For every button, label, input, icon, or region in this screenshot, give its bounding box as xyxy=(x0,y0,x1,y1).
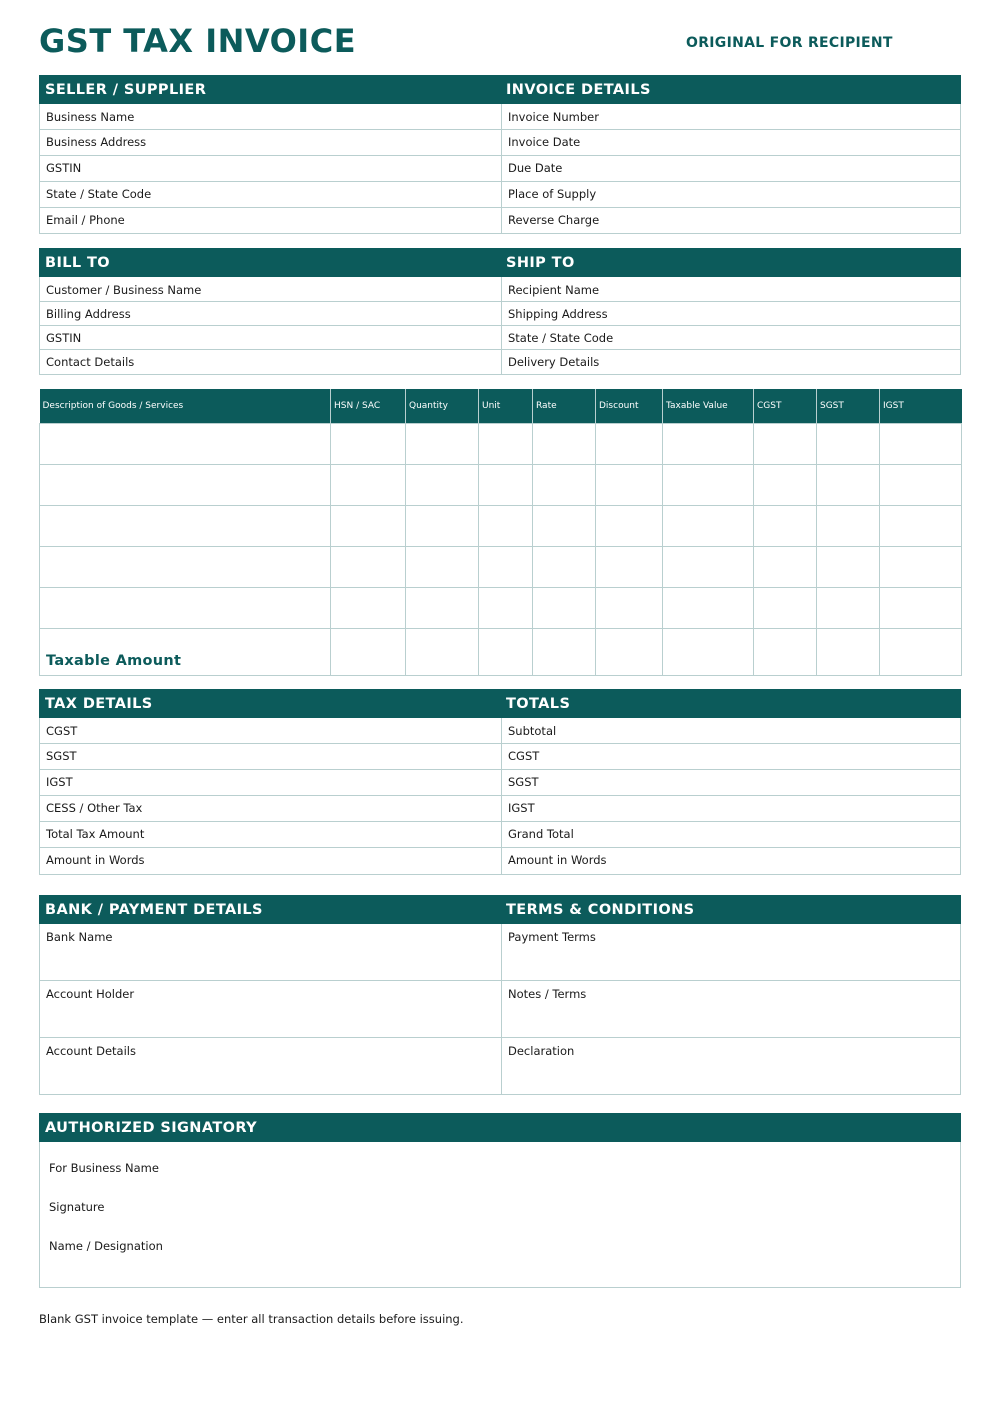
field-tax-cgst[interactable]: CGST xyxy=(46,724,78,738)
table-cell[interactable] xyxy=(817,424,880,465)
table-cell[interactable] xyxy=(663,465,754,506)
table-cell[interactable] xyxy=(754,629,817,676)
table-cell[interactable] xyxy=(880,588,962,629)
section-header xyxy=(39,248,961,277)
items-body xyxy=(40,424,962,629)
field-business-name[interactable]: Business Name xyxy=(46,110,135,124)
field-billing-address[interactable]: Billing Address xyxy=(46,307,131,321)
bill-ship-section xyxy=(39,248,961,375)
footnote: Blank GST invoice template — enter all transaction details before issuing. xyxy=(39,1312,464,1326)
field-total-igst[interactable]: IGST xyxy=(501,796,962,821)
field-due-date[interactable]: Due Date xyxy=(501,156,962,181)
field-invoice-number[interactable]: Invoice Number xyxy=(501,104,962,129)
field-tax-amount-words[interactable]: Amount in Words xyxy=(46,853,145,867)
col-taxable-value-header: Taxable Value xyxy=(663,389,754,424)
totals-heading: TOTALS xyxy=(506,696,571,712)
taxable-amount-row xyxy=(40,629,962,676)
field-signature[interactable]: Signature xyxy=(49,1200,105,1214)
tax-totals-grid xyxy=(39,718,961,875)
field-tax-sgst[interactable]: SGST xyxy=(46,749,77,763)
table-cell[interactable] xyxy=(40,506,331,547)
table-cell[interactable] xyxy=(331,629,406,676)
section-header xyxy=(39,1113,961,1142)
col-description-header: Description of Goods / Services xyxy=(40,389,331,424)
field-customer-name[interactable]: Customer / Business Name xyxy=(46,283,202,297)
field-invoice-date[interactable]: Invoice Date xyxy=(501,130,962,155)
table-cell[interactable] xyxy=(880,629,962,676)
field-row xyxy=(40,743,960,769)
field-ship-state[interactable]: State / State Code xyxy=(501,326,962,349)
field-grand-total[interactable]: Grand Total xyxy=(501,822,962,847)
table-cell[interactable] xyxy=(596,465,663,506)
table-cell[interactable] xyxy=(479,465,533,506)
field-row xyxy=(40,847,960,874)
table-cell[interactable] xyxy=(880,506,962,547)
field-row xyxy=(40,718,960,743)
table-cell[interactable] xyxy=(406,588,479,629)
field-bank-name[interactable]: Bank Name xyxy=(46,930,113,944)
taxable-amount-label: Taxable Amount xyxy=(40,629,331,676)
table-cell[interactable] xyxy=(663,629,754,676)
field-seller-gstin[interactable]: GSTIN xyxy=(46,161,82,175)
item-row xyxy=(40,465,962,506)
table-cell[interactable] xyxy=(596,506,663,547)
seller-heading: SELLER / SUPPLIER xyxy=(45,82,207,98)
section-header xyxy=(39,689,961,718)
item-row xyxy=(40,588,962,629)
field-subtotal[interactable]: Subtotal xyxy=(501,718,962,743)
table-cell[interactable] xyxy=(406,629,479,676)
table-cell[interactable] xyxy=(880,424,962,465)
col-hsn-sac-header: HSN / SAC xyxy=(331,389,406,424)
table-cell[interactable] xyxy=(663,547,754,588)
table-cell[interactable] xyxy=(596,424,663,465)
table-cell[interactable] xyxy=(406,424,479,465)
table-cell[interactable] xyxy=(754,547,817,588)
field-reverse-charge[interactable]: Reverse Charge xyxy=(501,208,962,233)
field-row xyxy=(40,155,960,181)
section-header xyxy=(39,75,961,104)
table-cell[interactable] xyxy=(533,424,596,465)
field-recipient-name[interactable]: Recipient Name xyxy=(501,277,962,301)
col-rate-header: Rate xyxy=(533,389,596,424)
table-cell[interactable] xyxy=(331,424,406,465)
seller-invoice-section xyxy=(39,75,961,234)
signatory-body xyxy=(39,1142,961,1288)
tax-totals-section xyxy=(39,689,961,875)
field-total-amount-words[interactable]: Amount in Words xyxy=(501,848,962,874)
table-cell[interactable] xyxy=(817,465,880,506)
field-business-address[interactable]: Business Address xyxy=(46,135,147,149)
table-cell[interactable] xyxy=(533,629,596,676)
field-row xyxy=(40,129,960,155)
field-delivery-details[interactable]: Delivery Details xyxy=(501,350,962,374)
table-cell[interactable] xyxy=(406,506,479,547)
table-cell[interactable] xyxy=(331,547,406,588)
table-cell[interactable] xyxy=(479,506,533,547)
table-cell[interactable] xyxy=(40,547,331,588)
field-account-details[interactable]: Account Details xyxy=(46,1044,136,1058)
table-cell[interactable] xyxy=(406,465,479,506)
table-cell[interactable] xyxy=(479,424,533,465)
invoice-details-heading: INVOICE DETAILS xyxy=(506,82,651,98)
table-cell[interactable] xyxy=(754,465,817,506)
table-cell[interactable] xyxy=(596,588,663,629)
tax-details-heading: TAX DETAILS xyxy=(45,696,153,712)
item-row xyxy=(40,506,962,547)
items-table xyxy=(39,389,962,676)
field-name-designation[interactable]: Name / Designation xyxy=(49,1239,163,1253)
table-cell[interactable] xyxy=(754,506,817,547)
table-cell[interactable] xyxy=(533,588,596,629)
field-row xyxy=(40,181,960,207)
table-cell[interactable] xyxy=(406,547,479,588)
table-cell[interactable] xyxy=(880,465,962,506)
table-cell[interactable] xyxy=(596,629,663,676)
table-cell[interactable] xyxy=(479,588,533,629)
bill-ship-grid xyxy=(39,277,961,375)
table-cell[interactable] xyxy=(880,547,962,588)
page-title: GST TAX INVOICE xyxy=(39,22,357,60)
seller-invoice-grid xyxy=(39,104,961,234)
table-cell[interactable] xyxy=(40,588,331,629)
bill-to-heading: BILL TO xyxy=(45,255,110,271)
table-cell[interactable] xyxy=(663,588,754,629)
col-unit-header: Unit xyxy=(479,389,533,424)
col-cgst-header: CGST xyxy=(754,389,817,424)
field-payment-terms[interactable]: Payment Terms xyxy=(501,924,962,980)
field-place-of-supply[interactable]: Place of Supply xyxy=(501,182,962,207)
copy-label: ORIGINAL FOR RECIPIENT xyxy=(686,35,893,51)
field-cess-other-tax[interactable]: CESS / Other Tax xyxy=(46,801,143,815)
field-row xyxy=(40,349,960,374)
field-row xyxy=(40,301,960,325)
field-row xyxy=(40,207,960,233)
table-cell[interactable] xyxy=(479,629,533,676)
table-cell[interactable] xyxy=(533,506,596,547)
col-sgst-header: SGST xyxy=(817,389,880,424)
field-total-sgst[interactable]: SGST xyxy=(501,770,962,795)
field-row xyxy=(40,795,960,821)
ship-to-heading: SHIP TO xyxy=(506,255,575,271)
field-row xyxy=(40,821,960,847)
terms-conditions-heading: TERMS & CONDITIONS xyxy=(506,902,695,918)
field-row xyxy=(40,980,960,1037)
table-cell[interactable] xyxy=(754,424,817,465)
field-row xyxy=(40,277,960,301)
signatory-heading: AUTHORIZED SIGNATORY xyxy=(45,1120,258,1136)
bank-terms-section xyxy=(39,895,961,1095)
table-cell[interactable] xyxy=(533,547,596,588)
table-cell[interactable] xyxy=(479,547,533,588)
field-account-holder[interactable]: Account Holder xyxy=(46,987,135,1001)
field-notes-terms[interactable]: Notes / Terms xyxy=(501,981,962,1037)
section-header xyxy=(39,895,961,924)
table-cell[interactable] xyxy=(817,506,880,547)
field-total-tax-amount[interactable]: Total Tax Amount xyxy=(46,827,145,841)
table-cell[interactable] xyxy=(40,465,331,506)
field-email-phone[interactable]: Email / Phone xyxy=(46,213,125,227)
field-declaration[interactable]: Declaration xyxy=(501,1038,962,1094)
table-cell[interactable] xyxy=(817,588,880,629)
table-cell[interactable] xyxy=(817,629,880,676)
item-row xyxy=(40,547,962,588)
field-seller-state[interactable]: State / State Code xyxy=(46,187,152,201)
field-tax-igst[interactable]: IGST xyxy=(46,775,73,789)
field-contact-details[interactable]: Contact Details xyxy=(46,355,135,369)
table-cell[interactable] xyxy=(817,547,880,588)
table-cell[interactable] xyxy=(331,465,406,506)
table-cell[interactable] xyxy=(331,588,406,629)
col-quantity-header: Quantity xyxy=(406,389,479,424)
col-discount-header: Discount xyxy=(596,389,663,424)
field-row xyxy=(40,769,960,795)
table-cell[interactable] xyxy=(596,547,663,588)
table-cell[interactable] xyxy=(663,506,754,547)
field-row xyxy=(40,325,960,349)
field-row xyxy=(40,1037,960,1094)
signatory-section xyxy=(39,1113,961,1288)
field-row xyxy=(40,104,960,129)
table-cell[interactable] xyxy=(754,588,817,629)
table-cell[interactable] xyxy=(331,506,406,547)
item-row xyxy=(40,424,962,465)
table-cell[interactable] xyxy=(40,424,331,465)
col-igst-header: IGST xyxy=(880,389,962,424)
bank-payment-heading: BANK / PAYMENT DETAILS xyxy=(45,902,263,918)
field-for-business-name[interactable]: For Business Name xyxy=(49,1161,159,1175)
bank-terms-grid xyxy=(39,924,961,1095)
field-shipping-address[interactable]: Shipping Address xyxy=(501,302,962,325)
items-header-row xyxy=(40,389,962,424)
field-row xyxy=(40,924,960,980)
field-customer-gstin[interactable]: GSTIN xyxy=(46,331,82,345)
table-cell[interactable] xyxy=(533,465,596,506)
field-total-cgst[interactable]: CGST xyxy=(501,744,962,769)
table-cell[interactable] xyxy=(663,424,754,465)
